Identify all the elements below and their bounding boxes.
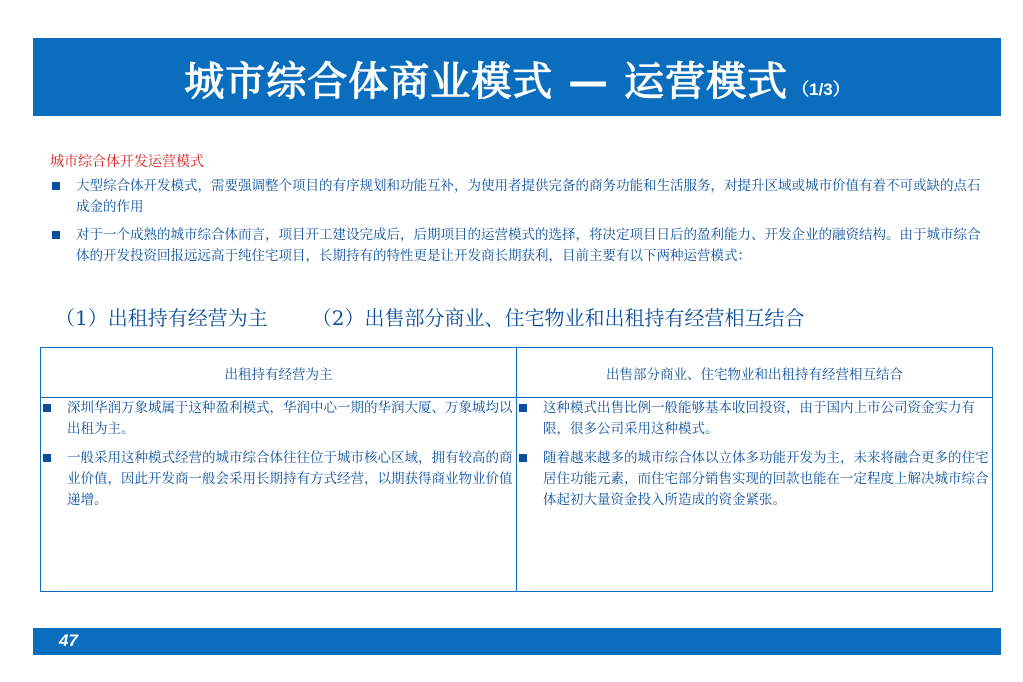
intro-bullet-text: 对于一个成熟的城市综合体而言，项目开工建设完成后，后期项目的运营模式的选择，将决定项目日后的盈利能力、开发企业的融资结构。由于城市综合体的开发投资回报远远高于纯住宅项目，长期持有的特性更是让开发商长期获利，目前主要有以下两种运营模式： <box>76 227 981 264</box>
list-item-text: 随着越来越多的城市综合体以立体多功能开发为主，未来将融合更多的住宅居住功能元素，而住宅部分销售实现的回款也能在一定程度上解决城市综合体起初大量资金投入所造成的资金紧张。 <box>543 450 989 508</box>
slide-title-page-indicator: （1/3） <box>792 80 850 99</box>
list-item <box>517 448 992 511</box>
intro-bullet <box>50 225 985 267</box>
footer-bar <box>33 628 1001 655</box>
list-item-text: 这种模式出售比例一般能够基本收回投资，由于国内上市公司资金实力有限，很多公司采用这种模式。 <box>543 400 975 437</box>
table-body-row <box>41 398 993 592</box>
left-bullet-list <box>41 398 516 511</box>
table-cell-right <box>517 398 993 592</box>
mode-1-label: （1）出租持有经营为主 <box>55 306 268 330</box>
right-bullet-list <box>517 398 992 511</box>
title-bar <box>33 38 1001 116</box>
intro-bullet-text: 大型综合体开发模式，需要强调整个项目的有序规划和功能互补，为使用者提供完备的商务功能和生活服务，对提升区域或城市价值有着不可或缺的点石成金的作用 <box>76 178 981 215</box>
list-item <box>41 398 516 440</box>
table-cell-left <box>41 398 517 592</box>
modes-comparison-table <box>40 347 993 592</box>
operation-modes-line <box>55 302 995 331</box>
intro-bullet <box>50 176 985 218</box>
table-header-left: 出租持有经营为主 <box>41 348 517 398</box>
table-header-right: 出售部分商业、住宅物业和出租持有经营相互结合 <box>517 348 993 398</box>
page-number: 47 <box>59 631 78 650</box>
list-item-text: 一般采用这种模式经营的城市综合体往往位于城市核心区域，拥有较高的商业价值，因此开发商一般会采用长期持有方式经营，以期获得商业物业价值递增。 <box>67 450 513 508</box>
square-bullet-icon <box>43 404 51 412</box>
section-heading: 城市综合体开发运营模式 <box>50 154 204 170</box>
list-item-text: 深圳华润万象城属于这种盈利模式，华润中心一期的华润大厦、万象城均以出租为主。 <box>67 400 513 437</box>
square-bullet-icon <box>52 182 60 190</box>
list-item <box>517 398 992 440</box>
square-bullet-icon <box>52 231 60 239</box>
list-item <box>41 448 516 511</box>
square-bullet-icon <box>43 454 51 462</box>
mode-2-label: （2）出售部分商业、住宅物业和出租持有经营相互结合 <box>311 306 805 330</box>
table-header-row <box>41 348 993 398</box>
intro-bullet-list <box>50 176 985 274</box>
square-bullet-icon <box>519 454 527 462</box>
slide-title: 城市综合体商业模式 — 运营模式 <box>184 59 789 105</box>
square-bullet-icon <box>519 404 527 412</box>
